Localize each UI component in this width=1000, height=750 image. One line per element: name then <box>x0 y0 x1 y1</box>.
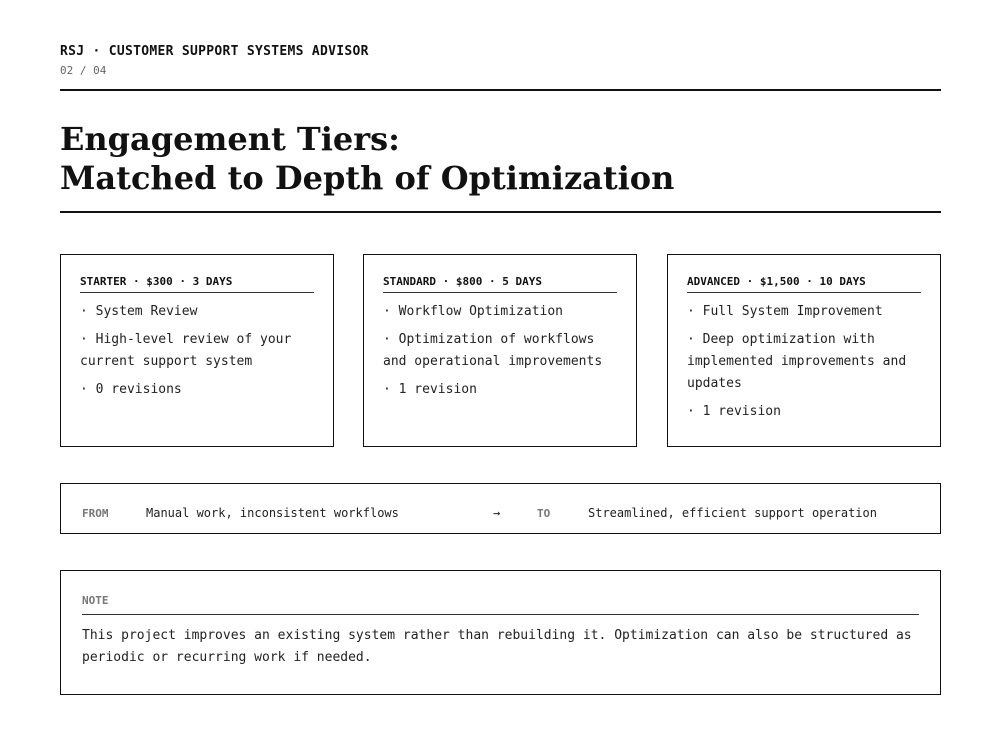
tier-item: · Deep optimization with implemented improvements and updates <box>687 332 907 391</box>
title-divider <box>60 211 941 213</box>
note-text: This project improves an existing system rather than rebuilding it. Optimization can also be structured as periodic or recurring work if needed. <box>82 628 912 665</box>
tier-item: · System Review <box>80 304 198 319</box>
tier-item: · Optimization of workflows and operational improvements <box>383 332 603 369</box>
tier-item: · 1 revision <box>383 382 477 397</box>
tier-card-advanced <box>667 254 941 447</box>
tier-heading: ADVANCED · $1,500 · 10 DAYS <box>687 275 921 293</box>
note-label: NOTE <box>82 594 919 615</box>
page-title <box>60 120 941 198</box>
page-title-line-1: Engagement Tiers: <box>60 120 400 158</box>
note-box <box>60 570 941 695</box>
tier-item-list <box>687 301 921 423</box>
tier-card-starter <box>60 254 334 447</box>
to-label: TO <box>537 507 551 520</box>
tier-item-list <box>383 301 617 401</box>
header-divider <box>60 89 941 91</box>
from-text: Manual work, inconsistent workflows <box>146 506 399 520</box>
tier-item-list <box>80 301 314 401</box>
tier-cards <box>60 254 941 447</box>
from-label: FROM <box>82 507 109 520</box>
brand-title: RSJ · CUSTOMER SUPPORT SYSTEMS ADVISOR <box>60 44 369 59</box>
tier-card-standard <box>363 254 637 447</box>
tier-heading: STARTER · $300 · 3 DAYS <box>80 275 314 293</box>
tier-heading: STANDARD · $800 · 5 DAYS <box>383 275 617 293</box>
header <box>60 44 941 77</box>
page-title-line-2: Matched to Depth of Optimization <box>60 159 675 197</box>
tier-item: · High-level review of your current support system <box>80 332 292 369</box>
tier-item: · 0 revisions <box>80 382 182 397</box>
tier-item: · Full System Improvement <box>687 304 883 319</box>
arrow-right-icon: → <box>493 506 501 520</box>
from-to-banner <box>60 483 941 534</box>
page-indicator: 02 / 04 <box>60 64 107 77</box>
tier-item: · 1 revision <box>687 404 781 419</box>
tier-item: · Workflow Optimization <box>383 304 564 319</box>
to-text: Streamlined, efficient support operation <box>588 506 877 520</box>
